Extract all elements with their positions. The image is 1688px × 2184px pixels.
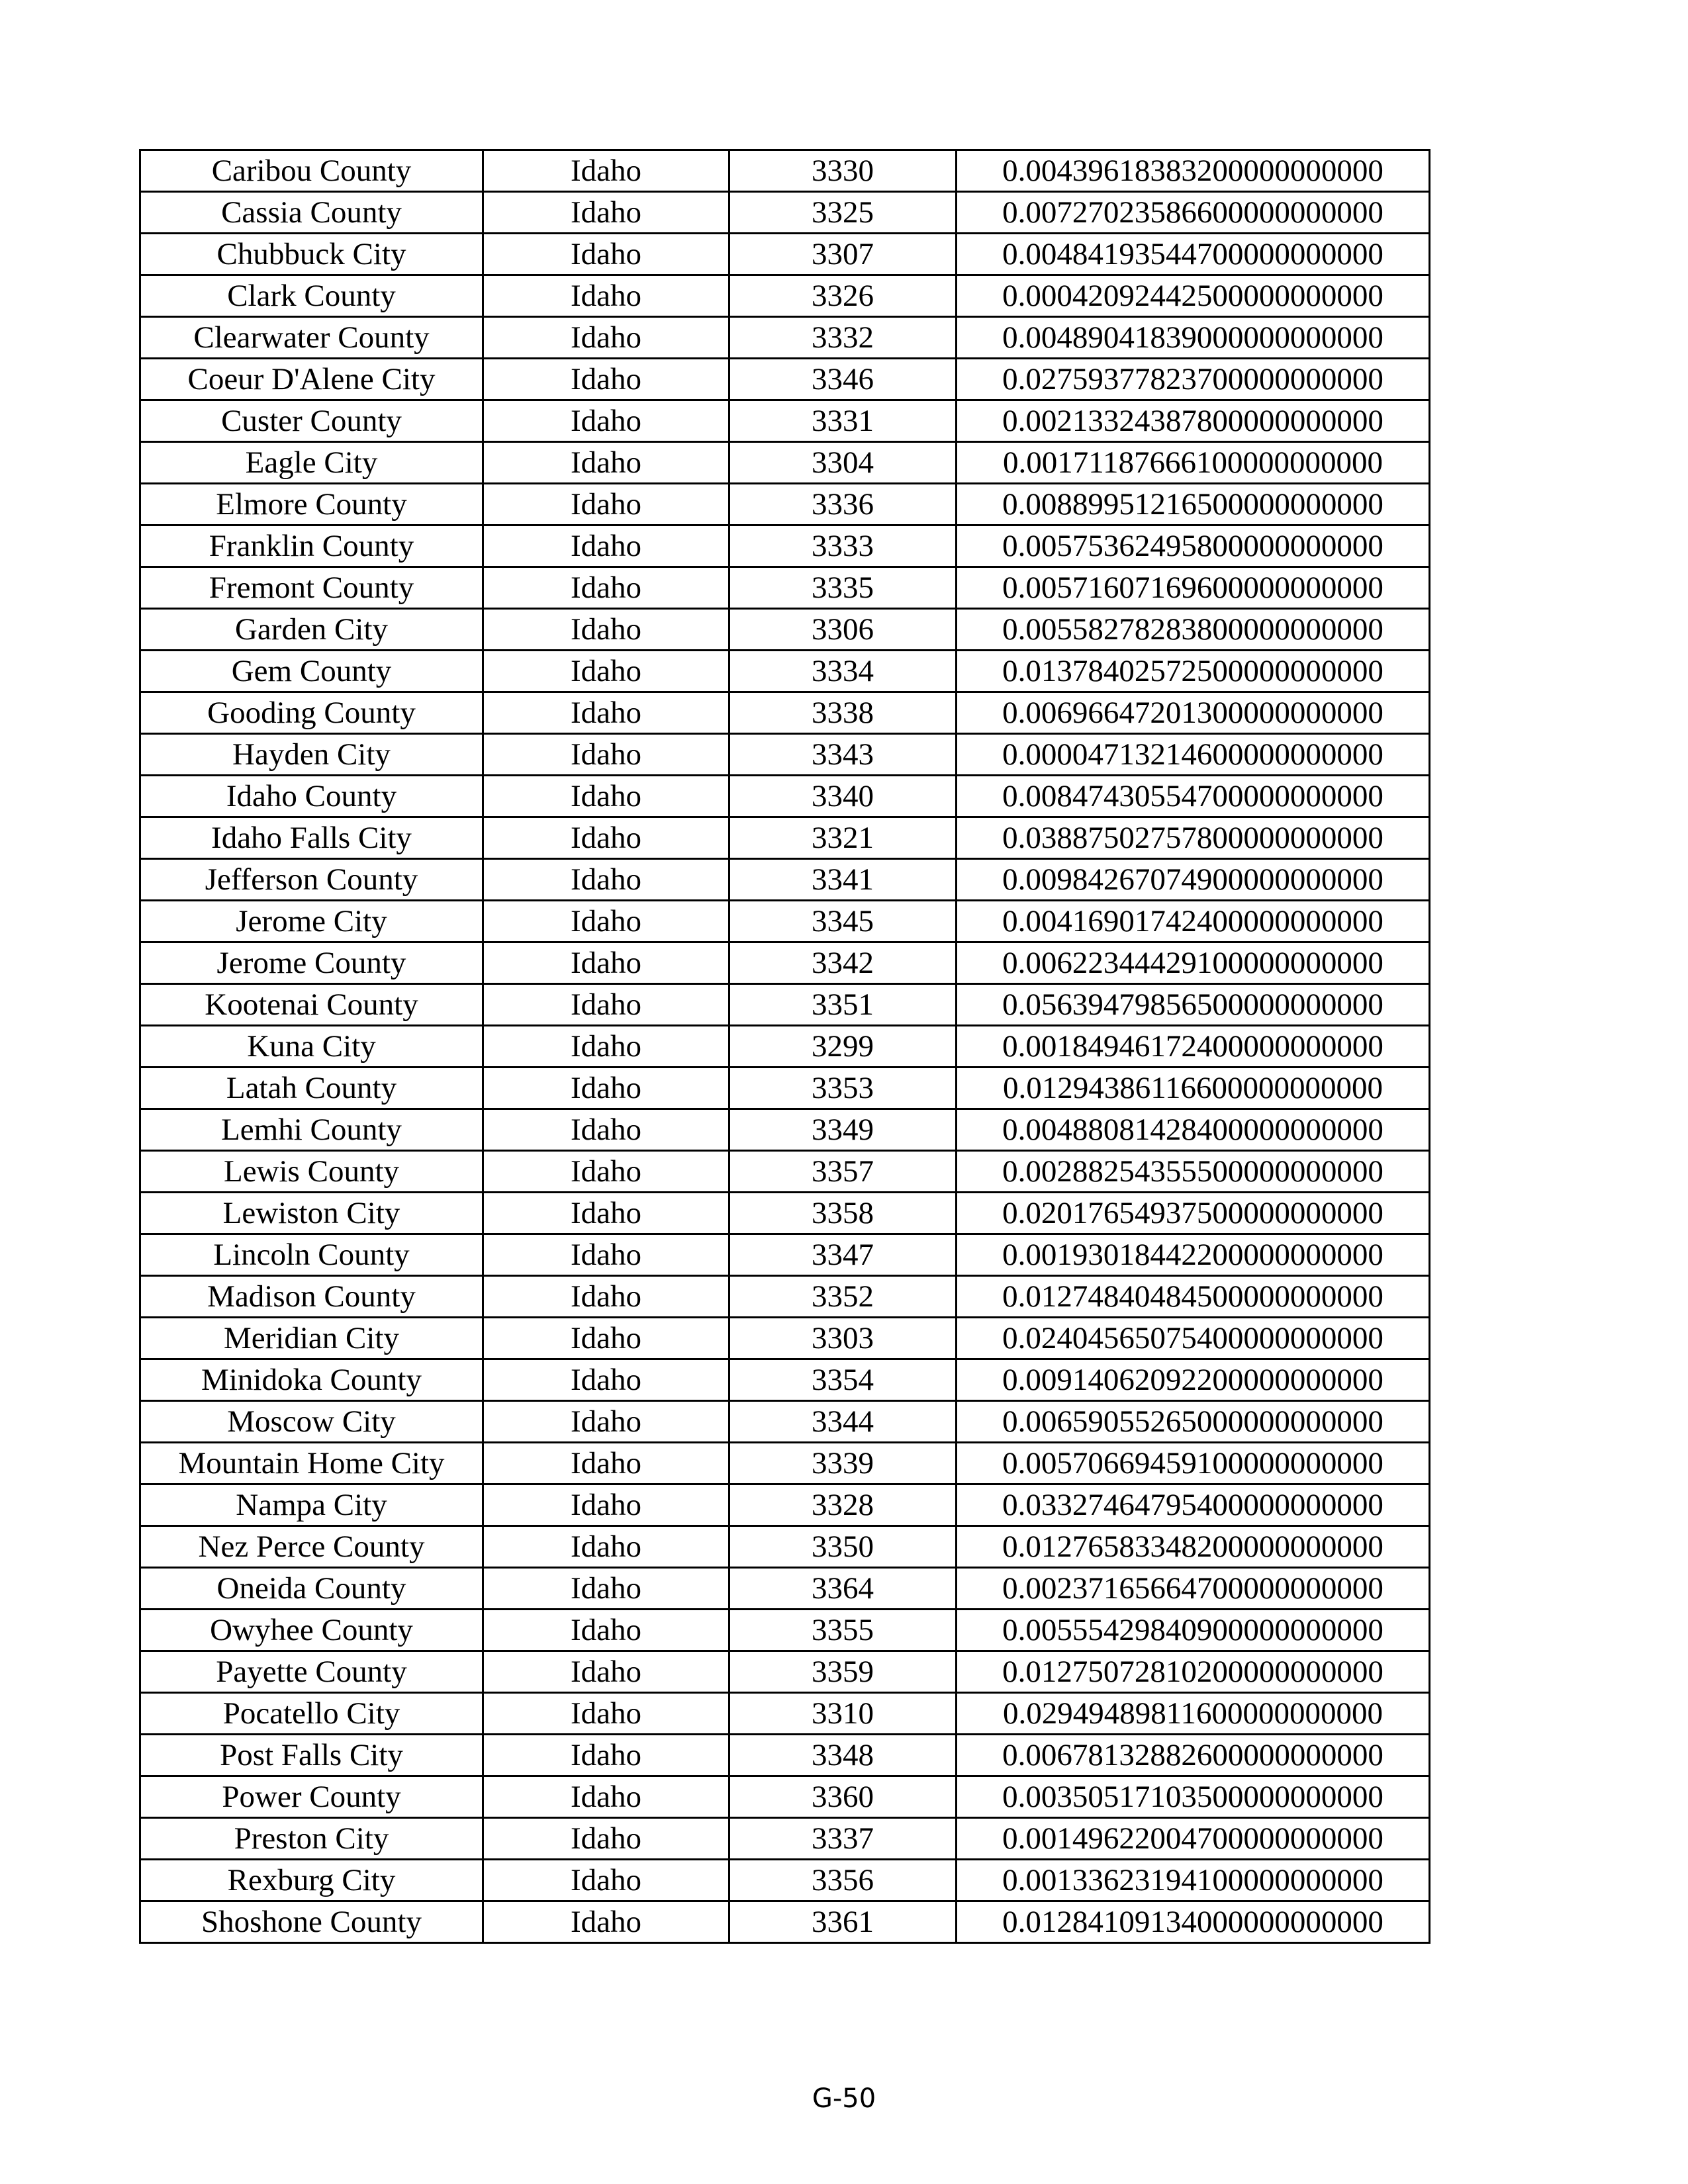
id-cell: 3336: [729, 484, 957, 525]
id-cell: 3346: [729, 359, 957, 400]
entity-name-cell: Lincoln County: [140, 1234, 483, 1276]
id-cell: 3330: [729, 150, 957, 192]
table-row: [140, 1776, 1430, 1818]
entity-name-cell: Garden City: [140, 609, 483, 651]
table-row: [140, 1151, 1430, 1193]
state-cell: Idaho: [483, 359, 729, 400]
entity-name-cell: Nampa City: [140, 1484, 483, 1526]
state-cell: Idaho: [483, 1901, 729, 1943]
table-row: [140, 1735, 1430, 1776]
allocation-cell: 0.00171187666100000000000: [957, 442, 1430, 484]
table-row: [140, 1693, 1430, 1735]
table-row: [140, 984, 1430, 1026]
table-row: [140, 192, 1430, 234]
id-cell: 3299: [729, 1026, 957, 1068]
allocation-cell: 0.00042092442500000000000: [957, 275, 1430, 317]
allocation-cell: 0.00149622004700000000000: [957, 1818, 1430, 1860]
id-cell: 3361: [729, 1901, 957, 1943]
table-row: [140, 442, 1430, 484]
id-cell: 3344: [729, 1401, 957, 1443]
allocation-cell: 0.00678132882600000000000: [957, 1735, 1430, 1776]
id-cell: 3351: [729, 984, 957, 1026]
allocation-cell: 0.00193018442200000000000: [957, 1234, 1430, 1276]
entity-name-cell: Madison County: [140, 1276, 483, 1318]
table-row: [140, 525, 1430, 567]
id-cell: 3326: [729, 275, 957, 317]
id-cell: 3335: [729, 567, 957, 609]
id-cell: 3333: [729, 525, 957, 567]
entity-name-cell: Kuna City: [140, 1026, 483, 1068]
id-cell: 3364: [729, 1568, 957, 1610]
table-row: [140, 1276, 1430, 1318]
entity-name-cell: Clark County: [140, 275, 483, 317]
id-cell: 3345: [729, 901, 957, 942]
allocation-cell: 0.00659055265000000000000: [957, 1401, 1430, 1443]
id-cell: 3354: [729, 1359, 957, 1401]
entity-name-cell: Hayden City: [140, 734, 483, 776]
allocation-cell: 0.00237165664700000000000: [957, 1568, 1430, 1610]
id-cell: 3328: [729, 1484, 957, 1526]
state-cell: Idaho: [483, 859, 729, 901]
entity-name-cell: Coeur D'Alene City: [140, 359, 483, 400]
entity-name-cell: Gem County: [140, 651, 483, 692]
allocation-cell: 0.00570669459100000000000: [957, 1443, 1430, 1484]
entity-name-cell: Fremont County: [140, 567, 483, 609]
id-cell: 3334: [729, 651, 957, 692]
table-row: [140, 1068, 1430, 1109]
table-row: [140, 609, 1430, 651]
table-row: [140, 1443, 1430, 1484]
state-cell: Idaho: [483, 1568, 729, 1610]
entity-name-cell: Power County: [140, 1776, 483, 1818]
entity-name-cell: Mountain Home City: [140, 1443, 483, 1484]
table-row: [140, 1026, 1430, 1068]
state-cell: Idaho: [483, 1860, 729, 1901]
id-cell: 3357: [729, 1151, 957, 1193]
table-row: [140, 942, 1430, 984]
id-cell: 3304: [729, 442, 957, 484]
table-row: [140, 234, 1430, 275]
table-row: [140, 317, 1430, 359]
allocation-cell: 0.01274840484500000000000: [957, 1276, 1430, 1318]
entity-name-cell: Rexburg City: [140, 1860, 483, 1901]
table-row: [140, 1359, 1430, 1401]
allocation-cell: 0.02759377823700000000000: [957, 359, 1430, 400]
allocation-cell: 0.00484193544700000000000: [957, 234, 1430, 275]
id-cell: 3342: [729, 942, 957, 984]
entity-name-cell: Gooding County: [140, 692, 483, 734]
id-cell: 3325: [729, 192, 957, 234]
entity-name-cell: Preston City: [140, 1818, 483, 1860]
entity-name-cell: Meridian City: [140, 1318, 483, 1359]
table-row: [140, 1860, 1430, 1901]
allocation-cell: 0.03327464795400000000000: [957, 1484, 1430, 1526]
id-cell: 3321: [729, 817, 957, 859]
state-cell: Idaho: [483, 1151, 729, 1193]
page-number: G-50: [812, 2083, 876, 2114]
table-row: [140, 1193, 1430, 1234]
table-row: [140, 734, 1430, 776]
state-cell: Idaho: [483, 1484, 729, 1526]
state-cell: Idaho: [483, 567, 729, 609]
state-cell: Idaho: [483, 1359, 729, 1401]
entity-name-cell: Post Falls City: [140, 1735, 483, 1776]
entity-name-cell: Jerome City: [140, 901, 483, 942]
entity-name-cell: Jerome County: [140, 942, 483, 984]
allocation-cell: 0.01294386116600000000000: [957, 1068, 1430, 1109]
allocation-cell: 0.01378402572500000000000: [957, 651, 1430, 692]
allocation-cell: 0.00133623194100000000000: [957, 1860, 1430, 1901]
allocation-cell: 0.00847430554700000000000: [957, 776, 1430, 817]
table-row: [140, 1401, 1430, 1443]
state-cell: Idaho: [483, 1318, 729, 1359]
state-cell: Idaho: [483, 1526, 729, 1568]
allocation-cell: 0.00439618383200000000000: [957, 150, 1430, 192]
allocation-cell: 0.00184946172400000000000: [957, 1026, 1430, 1068]
state-cell: Idaho: [483, 651, 729, 692]
table-row: [140, 1610, 1430, 1651]
table-row: [140, 859, 1430, 901]
id-cell: 3350: [729, 1526, 957, 1568]
state-cell: Idaho: [483, 442, 729, 484]
state-cell: Idaho: [483, 1193, 729, 1234]
allocation-cell: 0.01275072810200000000000: [957, 1651, 1430, 1693]
allocation-cell: 0.00889951216500000000000: [957, 484, 1430, 525]
state-cell: Idaho: [483, 1276, 729, 1318]
id-cell: 3306: [729, 609, 957, 651]
allocation-cell: 0.03887502757800000000000: [957, 817, 1430, 859]
allocation-table-body: [140, 150, 1430, 1943]
table-row: [140, 150, 1430, 192]
allocation-cell: 0.02017654937500000000000: [957, 1193, 1430, 1234]
allocation-table: [139, 149, 1430, 1944]
table-row: [140, 1318, 1430, 1359]
entity-name-cell: Idaho Falls City: [140, 817, 483, 859]
table-row: [140, 275, 1430, 317]
state-cell: Idaho: [483, 1776, 729, 1818]
id-cell: 3343: [729, 734, 957, 776]
state-cell: Idaho: [483, 150, 729, 192]
state-cell: Idaho: [483, 692, 729, 734]
table-row: [140, 901, 1430, 942]
allocation-cell: 0.00555429840900000000000: [957, 1610, 1430, 1651]
id-cell: 3355: [729, 1610, 957, 1651]
id-cell: 3310: [729, 1693, 957, 1735]
state-cell: Idaho: [483, 1735, 729, 1776]
state-cell: Idaho: [483, 776, 729, 817]
entity-name-cell: Payette County: [140, 1651, 483, 1693]
state-cell: Idaho: [483, 525, 729, 567]
state-cell: Idaho: [483, 400, 729, 442]
state-cell: Idaho: [483, 942, 729, 984]
state-cell: Idaho: [483, 192, 729, 234]
entity-name-cell: Nez Perce County: [140, 1526, 483, 1568]
table-row: [140, 567, 1430, 609]
id-cell: 3303: [729, 1318, 957, 1359]
table-row: [140, 692, 1430, 734]
id-cell: 3353: [729, 1068, 957, 1109]
allocation-cell: 0.00575362495800000000000: [957, 525, 1430, 567]
id-cell: 3307: [729, 234, 957, 275]
allocation-cell: 0.00571607169600000000000: [957, 567, 1430, 609]
entity-name-cell: Kootenai County: [140, 984, 483, 1026]
table-row: [140, 1526, 1430, 1568]
entity-name-cell: Owyhee County: [140, 1610, 483, 1651]
entity-name-cell: Minidoka County: [140, 1359, 483, 1401]
entity-name-cell: Jefferson County: [140, 859, 483, 901]
table-row: [140, 1651, 1430, 1693]
state-cell: Idaho: [483, 1610, 729, 1651]
allocation-cell: 0.00696647201300000000000: [957, 692, 1430, 734]
state-cell: Idaho: [483, 1026, 729, 1068]
entity-name-cell: Clearwater County: [140, 317, 483, 359]
id-cell: 3348: [729, 1735, 957, 1776]
entity-name-cell: Custer County: [140, 400, 483, 442]
id-cell: 3341: [729, 859, 957, 901]
id-cell: 3360: [729, 1776, 957, 1818]
entity-name-cell: Elmore County: [140, 484, 483, 525]
entity-name-cell: Latah County: [140, 1068, 483, 1109]
state-cell: Idaho: [483, 484, 729, 525]
id-cell: 3356: [729, 1860, 957, 1901]
state-cell: Idaho: [483, 984, 729, 1026]
state-cell: Idaho: [483, 1068, 729, 1109]
allocation-cell: 0.00558278283800000000000: [957, 609, 1430, 651]
state-cell: Idaho: [483, 317, 729, 359]
state-cell: Idaho: [483, 901, 729, 942]
state-cell: Idaho: [483, 1443, 729, 1484]
entity-name-cell: Chubbuck City: [140, 234, 483, 275]
id-cell: 3349: [729, 1109, 957, 1151]
entity-name-cell: Moscow City: [140, 1401, 483, 1443]
state-cell: Idaho: [483, 1651, 729, 1693]
id-cell: 3331: [729, 400, 957, 442]
table-row: [140, 1234, 1430, 1276]
id-cell: 3337: [729, 1818, 957, 1860]
entity-name-cell: Franklin County: [140, 525, 483, 567]
allocation-cell: 0.00727023586600000000000: [957, 192, 1430, 234]
allocation-cell: 0.00914062092200000000000: [957, 1359, 1430, 1401]
table-row: [140, 359, 1430, 400]
entity-name-cell: Lemhi County: [140, 1109, 483, 1151]
allocation-cell: 0.02949489811600000000000: [957, 1693, 1430, 1735]
entity-name-cell: Oneida County: [140, 1568, 483, 1610]
allocation-cell: 0.02404565075400000000000: [957, 1318, 1430, 1359]
state-cell: Idaho: [483, 1818, 729, 1860]
state-cell: Idaho: [483, 234, 729, 275]
entity-name-cell: Cassia County: [140, 192, 483, 234]
id-cell: 3347: [729, 1234, 957, 1276]
table-row: [140, 484, 1430, 525]
state-cell: Idaho: [483, 1401, 729, 1443]
id-cell: 3332: [729, 317, 957, 359]
table-row: [140, 651, 1430, 692]
table-row: [140, 400, 1430, 442]
entity-name-cell: Idaho County: [140, 776, 483, 817]
entity-name-cell: Lewis County: [140, 1151, 483, 1193]
allocation-cell: 0.00350517103500000000000: [957, 1776, 1430, 1818]
state-cell: Idaho: [483, 275, 729, 317]
allocation-cell: 0.00416901742400000000000: [957, 901, 1430, 942]
entity-name-cell: Caribou County: [140, 150, 483, 192]
state-cell: Idaho: [483, 734, 729, 776]
table-row: [140, 1484, 1430, 1526]
allocation-cell: 0.00004713214600000000000: [957, 734, 1430, 776]
table-row: [140, 1568, 1430, 1610]
allocation-cell: 0.00489041839000000000000: [957, 317, 1430, 359]
allocation-cell: 0.05639479856500000000000: [957, 984, 1430, 1026]
entity-name-cell: Pocatello City: [140, 1693, 483, 1735]
allocation-cell: 0.00488081428400000000000: [957, 1109, 1430, 1151]
allocation-cell: 0.01284109134000000000000: [957, 1901, 1430, 1943]
allocation-cell: 0.00213324387800000000000: [957, 400, 1430, 442]
state-cell: Idaho: [483, 1693, 729, 1735]
state-cell: Idaho: [483, 1234, 729, 1276]
allocation-cell: 0.00984267074900000000000: [957, 859, 1430, 901]
entity-name-cell: Lewiston City: [140, 1193, 483, 1234]
id-cell: 3352: [729, 1276, 957, 1318]
allocation-cell: 0.01276583348200000000000: [957, 1526, 1430, 1568]
entity-name-cell: Shoshone County: [140, 1901, 483, 1943]
entity-name-cell: Eagle City: [140, 442, 483, 484]
table-row: [140, 817, 1430, 859]
id-cell: 3338: [729, 692, 957, 734]
state-cell: Idaho: [483, 817, 729, 859]
allocation-cell: 0.00622344429100000000000: [957, 942, 1430, 984]
table-row: [140, 1109, 1430, 1151]
state-cell: Idaho: [483, 1109, 729, 1151]
table-row: [140, 776, 1430, 817]
id-cell: 3358: [729, 1193, 957, 1234]
allocation-cell: 0.00288254355500000000000: [957, 1151, 1430, 1193]
id-cell: 3340: [729, 776, 957, 817]
id-cell: 3339: [729, 1443, 957, 1484]
state-cell: Idaho: [483, 609, 729, 651]
id-cell: 3359: [729, 1651, 957, 1693]
table-row: [140, 1901, 1430, 1943]
table-row: [140, 1818, 1430, 1860]
